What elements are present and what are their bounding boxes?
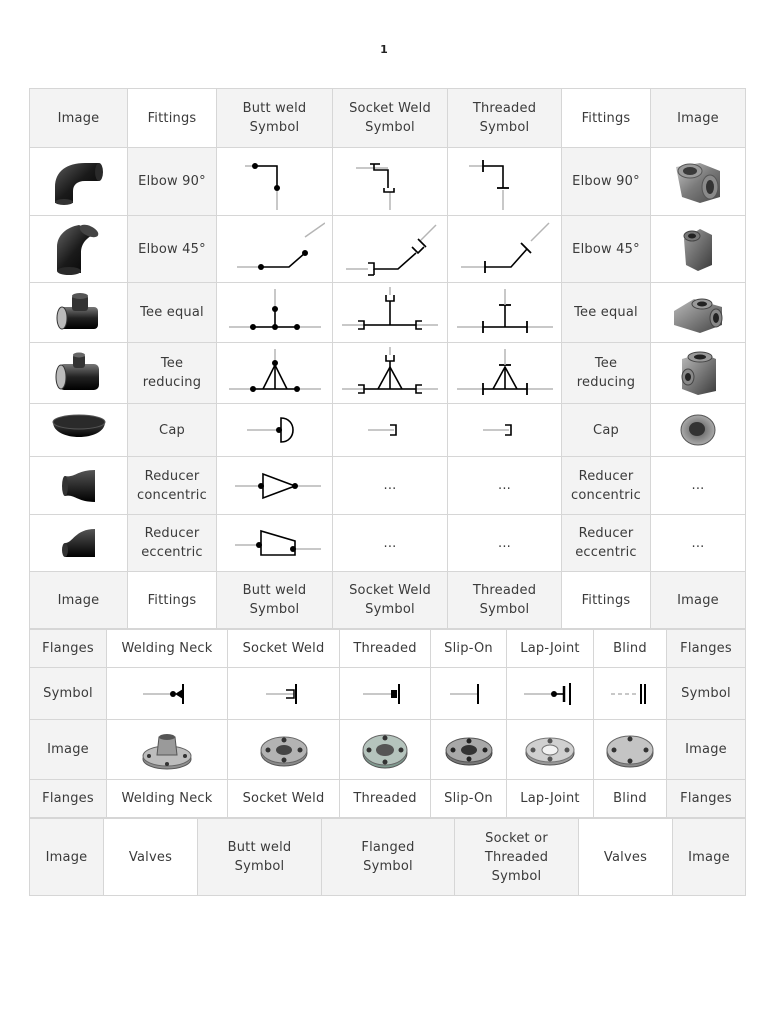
fitting-image-right <box>651 148 746 216</box>
footer-fittings-right: Fittings <box>562 572 651 629</box>
header-image: Image <box>30 89 128 148</box>
lap-joint-symbol <box>507 668 594 720</box>
threaded-symbol <box>448 404 562 457</box>
valves-header-row <box>30 819 746 896</box>
valves-header-socket-threaded: Socket or Threaded Symbol <box>455 819 579 896</box>
fitting-name: Elbow 90° <box>128 148 217 216</box>
threaded-symbol <box>448 283 562 343</box>
fitting-row-elbow-90 <box>30 148 746 216</box>
header-fittings-right: Fittings <box>562 89 651 148</box>
footer-fittings: Fittings <box>128 572 217 629</box>
symbol-label: Symbol <box>30 668 107 720</box>
reducer-concentric-butt-weld-icon <box>225 466 325 506</box>
tee-reducing-black-icon <box>53 350 105 396</box>
fitting-image-right <box>651 216 746 283</box>
image-label: Image <box>30 720 107 780</box>
header-fittings: Fittings <box>128 89 217 148</box>
socket-weld-symbol: ... <box>333 457 448 515</box>
fitting-row-elbow-45 <box>30 216 746 283</box>
socket-weld-symbol: ... <box>333 515 448 572</box>
flanges-label-right: Flanges <box>667 630 746 668</box>
socket-weld-flange-symbol-icon <box>254 679 314 709</box>
tee-equal-butt-weld-icon <box>225 285 325 341</box>
fitting-row-tee-equal <box>30 283 746 343</box>
elbow-45-socket-weld-icon <box>340 219 440 279</box>
fitting-name: Reducer concentric <box>128 457 217 515</box>
tee-reducing-forged-icon <box>676 349 720 397</box>
elbow-45-black-icon <box>53 221 105 277</box>
flanges-symbol-row <box>30 668 746 720</box>
elbow-45-forged-icon <box>676 225 720 273</box>
blind-flange-icon <box>605 730 655 770</box>
fitting-image-right: ... <box>651 515 746 572</box>
tee-equal-black-icon <box>54 291 104 335</box>
valves-header-valves: Valves <box>104 819 198 896</box>
socket-weld-symbol <box>333 404 448 457</box>
footer-butt-weld: Butt weld Symbol <box>217 572 333 629</box>
fitting-image-right <box>651 343 746 404</box>
header-image-right: Image <box>651 89 746 148</box>
tee-reducing-threaded-icon <box>455 345 555 401</box>
blind-label: Blind <box>594 780 667 818</box>
reducer-concentric-black-icon <box>59 466 99 506</box>
threaded-symbol <box>448 148 562 216</box>
tee-reducing-butt-weld-icon <box>225 345 325 401</box>
tee-equal-socket-weld-icon <box>340 285 440 341</box>
cap-socket-weld-icon <box>340 410 440 450</box>
fitting-name-right: Reducer eccentric <box>562 515 651 572</box>
lap-joint-flange-icon <box>524 731 576 769</box>
fitting-image <box>30 404 128 457</box>
butt-weld-symbol <box>217 404 333 457</box>
elbow-90-black-icon <box>49 159 109 205</box>
fitting-name-right: Tee reducing <box>562 343 651 404</box>
cap-threaded-icon <box>455 410 555 450</box>
welding-neck-label: Welding Neck <box>107 630 228 668</box>
socket-weld-symbol <box>333 216 448 283</box>
fitting-name: Tee equal <box>128 283 217 343</box>
header-socket-weld: Socket Weld Symbol <box>333 89 448 148</box>
slip-on-symbol <box>431 668 507 720</box>
fitting-image <box>30 283 128 343</box>
threaded-symbol <box>340 668 431 720</box>
welding-neck-flange-icon <box>141 729 193 771</box>
flanges-label-right: Flanges <box>667 780 746 818</box>
fitting-image <box>30 343 128 404</box>
fittings-header-row <box>30 89 746 148</box>
fitting-image-right <box>651 283 746 343</box>
slip-on-label: Slip-On <box>431 630 507 668</box>
fitting-name: Elbow 45° <box>128 216 217 283</box>
blind-symbol <box>594 668 667 720</box>
butt-weld-symbol <box>217 457 333 515</box>
footer-threaded: Threaded Symbol <box>448 572 562 629</box>
fitting-image <box>30 457 128 515</box>
elbow-45-threaded-icon <box>455 219 555 279</box>
fitting-row-reducer-concentric <box>30 457 746 515</box>
welding-neck-symbol <box>107 668 228 720</box>
butt-weld-symbol <box>217 148 333 216</box>
fitting-image <box>30 148 128 216</box>
cap-forged-icon <box>678 412 718 448</box>
lap-joint-label: Lap-Joint <box>507 780 594 818</box>
fitting-name-right: Tee equal <box>562 283 651 343</box>
slip-on-image <box>431 720 507 780</box>
butt-weld-symbol <box>217 216 333 283</box>
footer-image: Image <box>30 572 128 629</box>
socket-weld-label: Socket Weld <box>228 630 340 668</box>
flanges-header-row <box>30 630 746 668</box>
elbow-45-butt-weld-icon <box>225 219 325 279</box>
header-threaded: Threaded Symbol <box>448 89 562 148</box>
tee-equal-threaded-icon <box>455 285 555 341</box>
welding-neck-image <box>107 720 228 780</box>
socket-weld-label: Socket Weld <box>228 780 340 818</box>
welding-neck-symbol-icon <box>137 679 197 709</box>
header-butt-weld: Butt weld Symbol <box>217 89 333 148</box>
fitting-name-right: Reducer concentric <box>562 457 651 515</box>
fitting-row-cap <box>30 404 746 457</box>
threaded-symbol <box>448 216 562 283</box>
blind-label: Blind <box>594 630 667 668</box>
threaded-symbol: ... <box>448 515 562 572</box>
socket-weld-symbol <box>333 283 448 343</box>
cap-butt-weld-icon <box>225 410 325 450</box>
valves-header-flanged: Flanged Symbol <box>322 819 455 896</box>
valves-header-valves-right: Valves <box>579 819 673 896</box>
fitting-name-right: Elbow 90° <box>562 148 651 216</box>
valves-table <box>29 818 746 896</box>
fitting-name-right: Elbow 45° <box>562 216 651 283</box>
fitting-name-right: Cap <box>562 404 651 457</box>
flanges-image-row <box>30 720 746 780</box>
butt-weld-symbol <box>217 283 333 343</box>
tee-reducing-socket-weld-icon <box>340 345 440 401</box>
flanges-label: Flanges <box>30 630 107 668</box>
valves-header-butt-weld: Butt weld Symbol <box>198 819 322 896</box>
fitting-row-tee-reducing <box>30 343 746 404</box>
welding-neck-label: Welding Neck <box>107 780 228 818</box>
socket-weld-image <box>228 720 340 780</box>
fittings-footer-row <box>30 572 746 629</box>
threaded-flange-symbol-icon <box>355 679 415 709</box>
reducer-eccentric-black-icon <box>59 525 99 561</box>
fitting-name: Cap <box>128 404 217 457</box>
slip-on-label: Slip-On <box>431 780 507 818</box>
threaded-image <box>340 720 431 780</box>
blind-image <box>594 720 667 780</box>
slip-on-flange-icon <box>444 731 494 769</box>
fitting-name: Reducer eccentric <box>128 515 217 572</box>
elbow-90-socket-weld-icon <box>340 152 440 212</box>
elbow-90-forged-icon <box>670 157 726 207</box>
socket-weld-flange-icon <box>259 730 309 770</box>
symbol-label-right: Symbol <box>667 668 746 720</box>
threaded-label: Threaded <box>340 780 431 818</box>
tee-equal-forged-icon <box>670 291 726 335</box>
threaded-flange-icon <box>361 729 409 771</box>
page-number: 1 <box>380 43 388 56</box>
reducer-eccentric-butt-weld-icon <box>225 523 325 563</box>
threaded-label: Threaded <box>340 630 431 668</box>
flanges-label: Flanges <box>30 780 107 818</box>
lap-joint-image <box>507 720 594 780</box>
butt-weld-symbol <box>217 343 333 404</box>
valves-header-image-right: Image <box>673 819 746 896</box>
valves-header-image: Image <box>30 819 104 896</box>
slip-on-symbol-icon <box>444 679 494 709</box>
flanges-footer-row <box>30 780 746 818</box>
threaded-symbol: ... <box>448 457 562 515</box>
butt-weld-symbol <box>217 515 333 572</box>
image-label-right: Image <box>667 720 746 780</box>
fitting-image-right <box>651 404 746 457</box>
socket-weld-symbol <box>333 148 448 216</box>
cap-black-icon <box>49 412 109 448</box>
fitting-image <box>30 515 128 572</box>
lap-joint-label: Lap-Joint <box>507 630 594 668</box>
fittings-table <box>29 88 746 629</box>
socket-weld-symbol <box>228 668 340 720</box>
footer-socket-weld: Socket Weld Symbol <box>333 572 448 629</box>
fitting-row-reducer-eccentric <box>30 515 746 572</box>
flanges-table <box>29 629 746 818</box>
elbow-90-butt-weld-icon <box>225 152 325 212</box>
fitting-image-right: ... <box>651 457 746 515</box>
lap-joint-symbol-icon <box>518 679 582 709</box>
threaded-symbol <box>448 343 562 404</box>
socket-weld-symbol <box>333 343 448 404</box>
elbow-90-threaded-icon <box>455 152 555 212</box>
fitting-name: Tee reducing <box>128 343 217 404</box>
blind-symbol-icon <box>605 679 655 709</box>
footer-image-right: Image <box>651 572 746 629</box>
fitting-image <box>30 216 128 283</box>
